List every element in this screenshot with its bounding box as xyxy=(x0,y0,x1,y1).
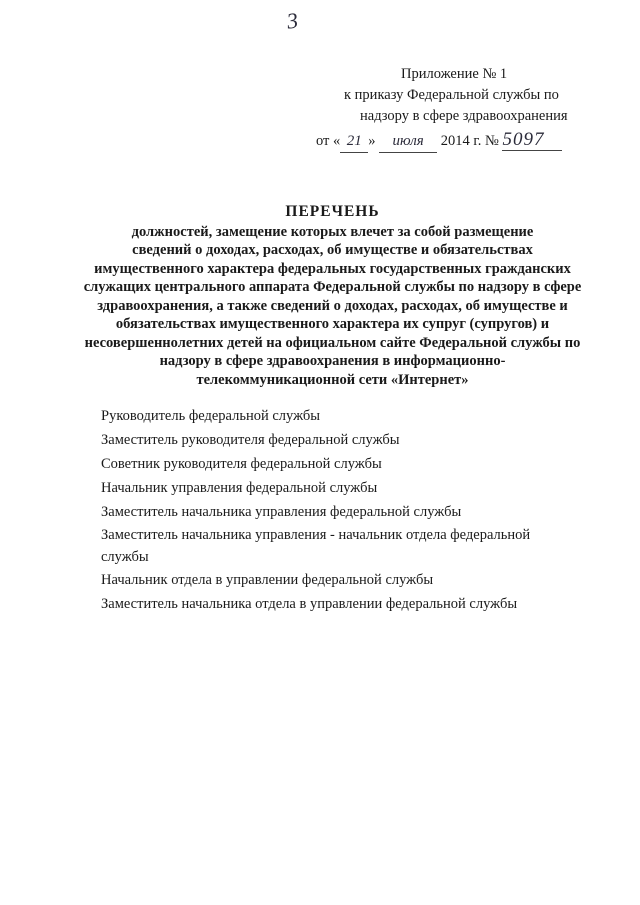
list-item: Советник руководителя федеральной службы xyxy=(101,456,382,472)
date-year: 2014 г. № xyxy=(440,133,499,149)
page-number: 3 xyxy=(285,7,300,34)
appendix-order-ref: к приказу Федеральной службы по xyxy=(344,87,559,103)
handwritten-month: июля xyxy=(379,131,437,153)
appendix-order-ref-cont: надзору в сфере здравоохранения xyxy=(360,108,568,124)
list-item: Начальник отдела в управлении федеральной службы xyxy=(101,572,434,588)
title-line: здравоохранения, а также сведений о доходах, расходах, об имуществе и xyxy=(97,297,568,314)
handwritten-order-number: 5097 xyxy=(502,129,562,151)
handwritten-day: 21 xyxy=(340,131,368,153)
list-item: Заместитель начальника отдела в управлении федеральной службы xyxy=(101,596,518,612)
positions-list xyxy=(101,404,581,616)
document-heading: ПЕРЕЧЕНЬ xyxy=(285,203,380,220)
date-prefix: от « xyxy=(316,133,341,149)
list-item-continuation: службы xyxy=(101,549,149,565)
appendix-title: Приложение № 1 xyxy=(401,66,508,82)
date-mid: » xyxy=(368,133,376,149)
title-line: служащих центрального аппарата Федеральной службы по надзору в сфере xyxy=(83,279,582,295)
title-line: сведений о доходах, расходах, об имуществе и обязательствах xyxy=(132,242,533,258)
appendix-header xyxy=(304,64,604,153)
list-item: Руководитель федеральной службы xyxy=(101,408,321,424)
title-line: надзору в сфере здравоохранения в информационно- xyxy=(159,353,506,369)
list-item: Начальник управления федеральной службы xyxy=(101,480,378,496)
document-title-block xyxy=(60,203,605,389)
title-line: телекоммуникационной сети «Интернет» xyxy=(196,371,469,388)
title-line: должностей, замещение которых влечет за собой размещение xyxy=(131,223,534,240)
list-item: Заместитель руководителя федеральной службы xyxy=(101,432,400,448)
list-item: Заместитель начальника управления федеральной службы xyxy=(101,504,462,520)
title-line: обязательствах имущественного характера их супруг (супругов) и xyxy=(115,316,550,332)
appendix-date-line xyxy=(304,129,604,153)
list-item: Заместитель начальника управления - начальник отдела федеральной xyxy=(101,527,531,543)
title-line: имущественного характера федеральных государственных гражданских xyxy=(94,260,571,277)
title-line: несовершеннолетних детей на официальном сайте Федеральной службы по xyxy=(84,334,581,351)
